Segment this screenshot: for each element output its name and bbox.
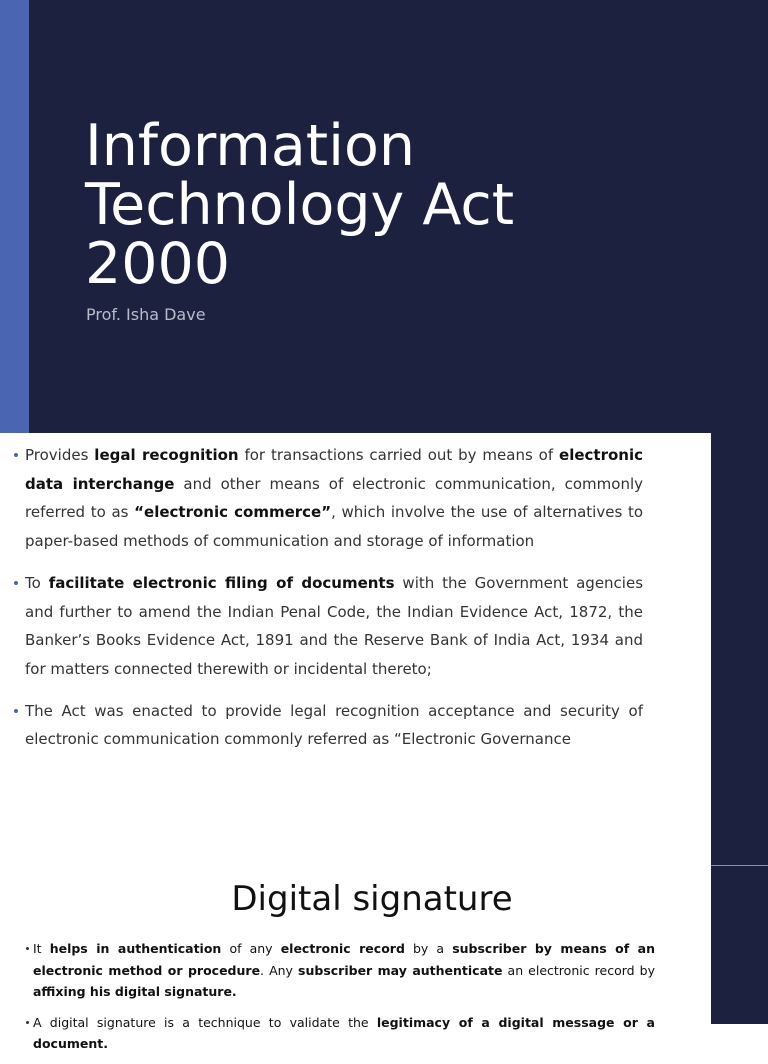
bullet-bold-text: “electronic commerce” <box>134 503 332 522</box>
bullet-text: by a <box>404 941 453 956</box>
bullet-bold-text: helps in authentication <box>49 941 222 956</box>
presentation-title: Information Technology Act 2000 <box>85 113 515 297</box>
objectives-bullet-list <box>0 441 711 767</box>
bullet-item <box>25 441 643 556</box>
bullet-text: It <box>33 941 50 956</box>
bullet-text: . Any <box>260 962 299 978</box>
bullet-bold-text: subscriber may authenticate <box>298 962 503 978</box>
objectives-slide <box>0 433 711 865</box>
bullet-text: A digital signature is a technique to validate the <box>33 1014 377 1030</box>
bullet-text: and other means of electronic communication, commonly referred to as <box>25 474 643 522</box>
bullet-text: with the Government agencies and further to amend the Indian Penal Code, the Indian Evidence Act, 1872, the Banker’s Books Evidence Act, 1891 and the Reserve Bank of India Act, 1934 and for matters connected therewith or incidental thereto; <box>25 573 644 678</box>
bullet-text: The Act was enacted to provide legal recognition acceptance and security of electronic communication commonly referred as “Electronic Governance <box>25 701 643 749</box>
bullet-bold-text: facilitate electronic filing of documents <box>48 573 395 592</box>
bullet-bold-text: legitimacy of a digital message or a document. <box>33 1014 655 1052</box>
bullet-text: for transactions carried out by means of <box>238 446 560 464</box>
accent-bar <box>0 0 29 433</box>
bullet-text: of any <box>221 941 281 956</box>
title-slide <box>0 0 768 433</box>
slide-edge-strip <box>711 433 768 1024</box>
bullet-item <box>25 697 643 754</box>
bullet-item <box>33 1012 655 1055</box>
digital-signature-heading: Digital signature <box>231 879 513 919</box>
bullet-text: an electronic record by <box>502 962 655 978</box>
bullet-bold-text: electronic record <box>280 941 405 956</box>
bullet-text: , which involve the use of alternatives to paper-based methods of communication and storage of information <box>25 503 643 551</box>
digital-signature-slide <box>0 865 711 1052</box>
bullet-item <box>33 938 655 1003</box>
bullet-bold-text: electronic data interchange <box>25 446 643 493</box>
slide-divider <box>711 865 768 866</box>
bullet-text: To <box>25 573 49 592</box>
digital-signature-bullet-list <box>0 938 711 1064</box>
bullet-text: Provides <box>25 446 95 464</box>
bullet-bold-text: subscriber by means of an electronic method or procedure <box>33 941 656 978</box>
bullet-bold-text: legal recognition <box>94 446 239 464</box>
bullet-item <box>25 569 643 684</box>
bullet-bold-text: affixing his digital signature. <box>33 984 237 1000</box>
presenter-name: Prof. Isha Dave <box>86 305 206 324</box>
